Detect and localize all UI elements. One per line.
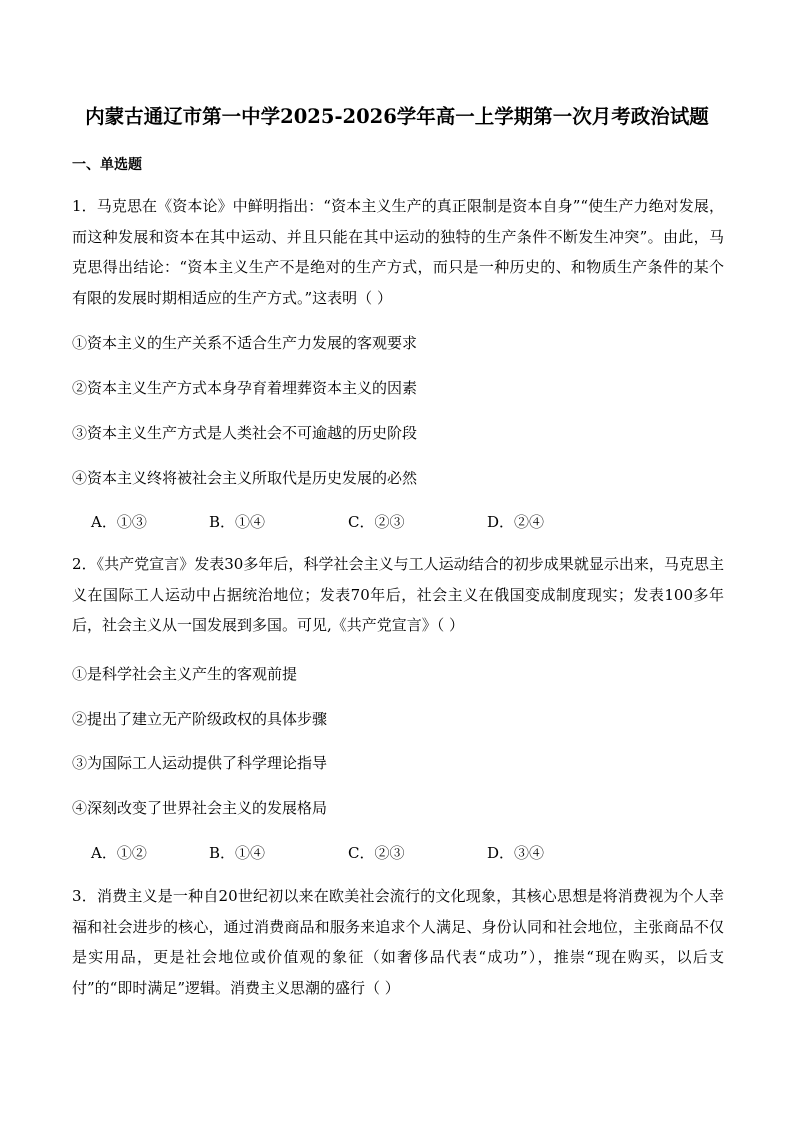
question-1-choice-d[interactable]: D．②④ [487,513,545,531]
question-1-statement-1: ①资本主义的生产关系不适合生产力发展的客观要求 [72,334,418,352]
question-2-statement-2: ②提出了建立无产阶级政权的具体步骤 [72,710,328,728]
question-2-choice-d[interactable]: D．③④ [487,844,545,862]
question-3-stem: 3．消费主义是一种自20世纪初以来在欧美社会流行的文化现象，其核心思想是将消费视为个人幸福和社会进步的核心，通过消费商品和服务来追求个人满足、身份认同和社会地位，主张商品不仅是实用品，更是社会地位或价值观的象征（如奢侈品代表“成功”），推崇“现在购买，以后支付”的“即时满足”逻辑。消费主义思潮的盛行（ ） [72,887,724,998]
question-1-statement-3: ③资本主义生产方式是人类社会不可逾越的历史阶段 [72,424,418,442]
exam-title: 内蒙古通辽市第一中学2025-2026学年高一上学期第一次月考政治试题 [85,105,709,128]
question-2-stem: 2．《共产党宣言》发表30多年后，科学社会主义与工人运动结合的初步成果就显示出来，马克思主义在国际工人运动中占据统治地位；发表70年后，社会主义在俄国变成制度现实；发表100多年后，社会主义从一国发展到多国。可见,《共产党宣言》（ ） [72,555,724,635]
question-2-statement-4: ④深刻改变了世界社会主义的发展格局 [72,799,328,817]
question-2-statement-1: ①是科学社会主义产生的客观前提 [72,665,298,683]
question-1-statement-4: ④资本主义终将被社会主义所取代是历史发展的必然 [72,469,418,487]
question-1-choice-c[interactable]: C．②③ [348,513,405,531]
question-1-statement-2: ②资本主义生产方式本身孕育着埋葬资本主义的因素 [72,379,418,397]
question-1-stem: 1．马克思在《资本论》中鲜明指出：“资本主义生产的真正限制是资本自身”“使生产力绝对发展，而这种发展和资本在其中运动、并且只能在其中运动的独特的生产条件不断发生冲突”。由此，马克思得出结论：“资本主义生产不是绝对的生产方式，而只是一种历史的、和物质生产条件的某个有限的发展时期相适应的生产方式。”这表明（ ） [72,197,724,308]
question-2-statement-3: ③为国际工人运动提供了科学理论指导 [72,754,328,772]
question-2-choice-a[interactable]: A．①② [91,844,147,862]
question-1-choice-a[interactable]: A．①③ [91,513,147,531]
question-2-choice-c[interactable]: C．②③ [348,844,405,862]
question-1-choice-b[interactable]: B．①④ [209,513,266,531]
section-heading: 一、单选题 [72,157,142,173]
question-2-choice-b[interactable]: B．①④ [209,844,266,862]
